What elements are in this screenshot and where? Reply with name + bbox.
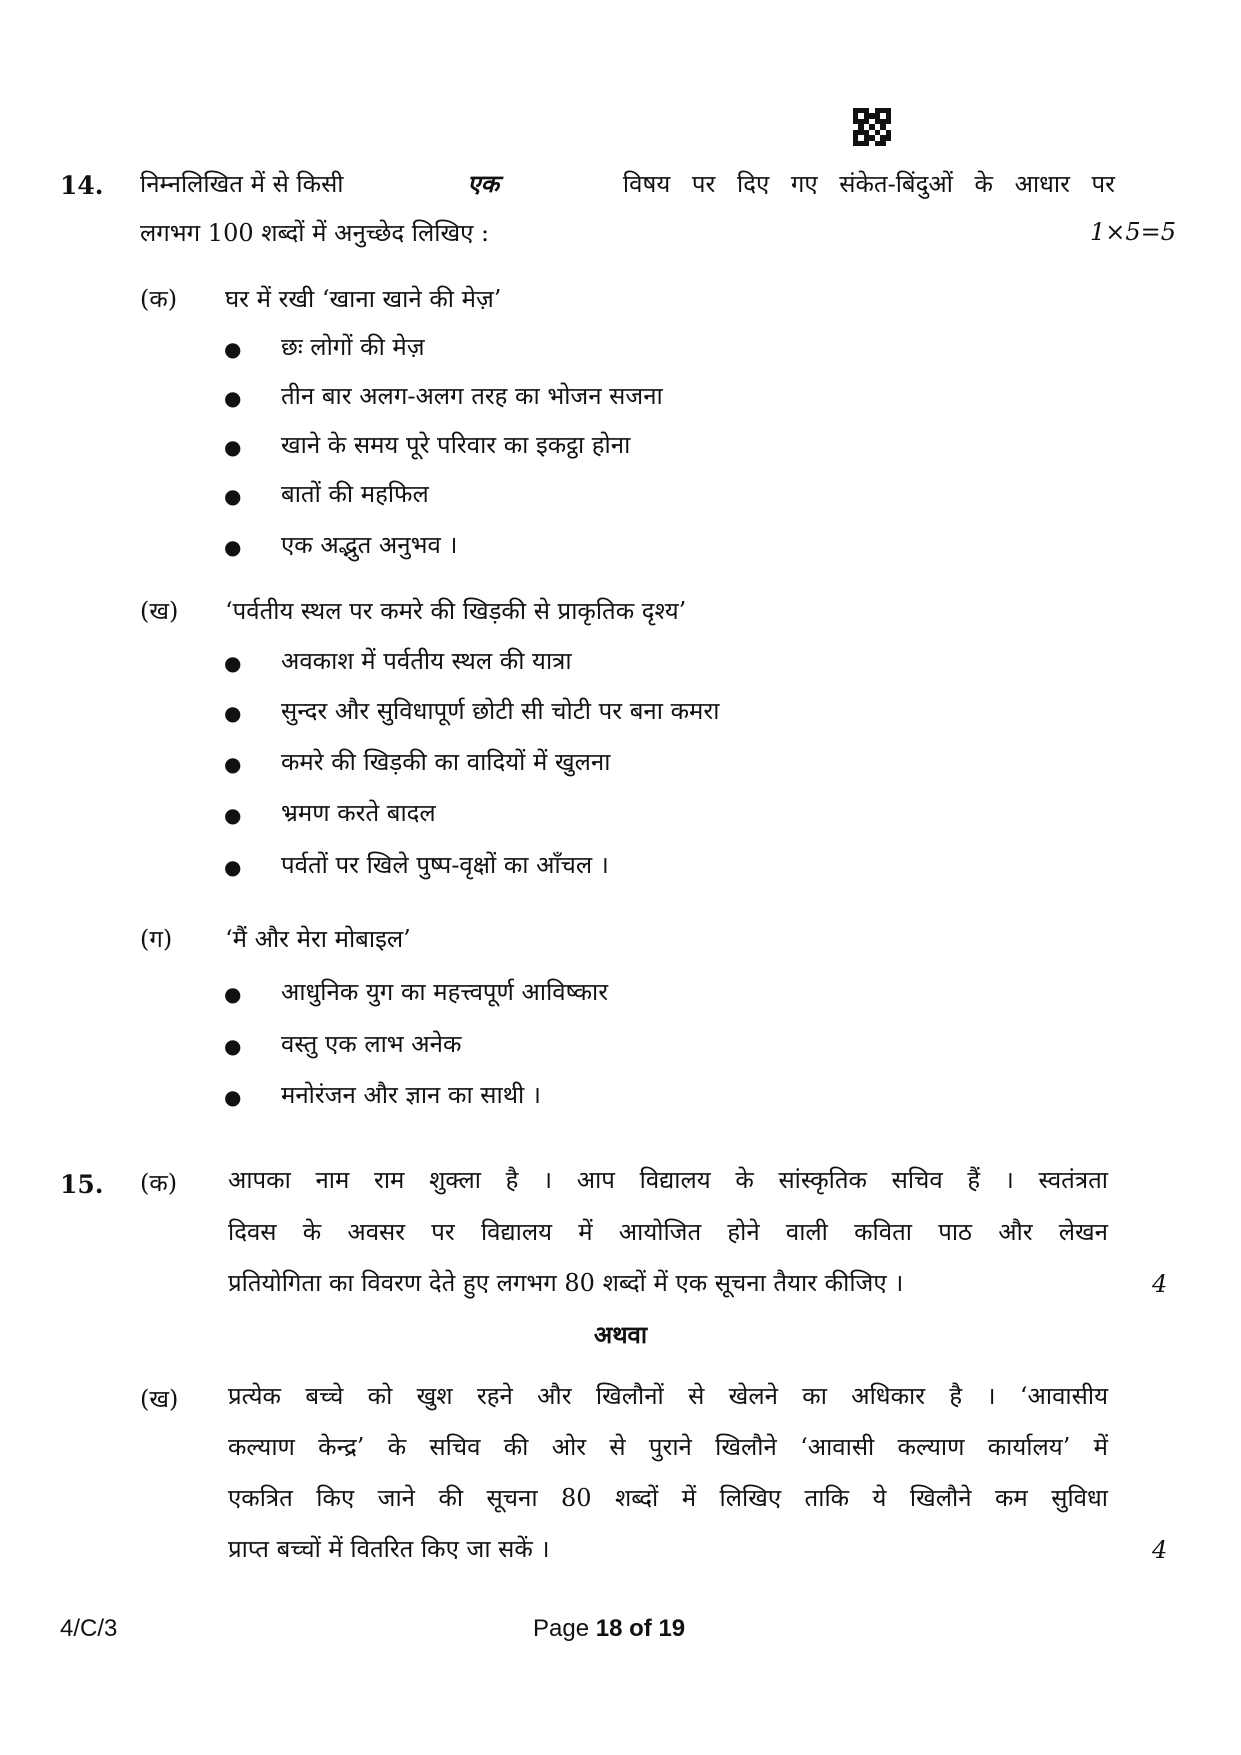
bullet-icon: ● [224, 651, 242, 675]
list-item: मनोरंजन और ज्ञान का साथी । [281, 1081, 541, 1109]
q14-text-2: विषय पर दिए गए संकेत-बिंदुओं के आधार पर [622, 170, 1115, 198]
list-item: आधुनिक युग का महत्त्वपूर्ण आविष्कार [281, 978, 609, 1006]
list-item: भ्रमण करते बादल [281, 799, 436, 827]
page-prefix: Page [533, 1615, 590, 1642]
list-item: सुन्दर और सुविधापूर्ण छोटी सी चोटी पर बना कमरा [281, 697, 720, 725]
list-item: तीन बार अलग-अलग तरह का भोजन सजना [281, 382, 663, 410]
q15-a-line-1: आपका नाम राम शुक्ला है । आप विद्यालय के सांस्कृतिक सचिव हैं । स्वतंत्रता [228, 1166, 1108, 1194]
question-14-number: 14. [60, 171, 104, 200]
bullet-icon: ● [224, 386, 242, 410]
q15-b-line-2: कल्याण केन्द्र’ के सचिव की ओर से पुराने खिलौने ‘आवासी कल्याण कार्यालय’ में [228, 1433, 1108, 1461]
q15-b-line-1: प्रत्येक बच्चे को खुश रहने और खिलौनों से खेलने का अधिकार है । ‘आवासीय [228, 1382, 1108, 1410]
option-ga-label: (ग) [140, 925, 173, 953]
list-item: कमरे की खिड़की का वादियों में खुलना [281, 748, 611, 776]
q15-b-line-3: एकत्रित किए जाने की सूचना 80 शब्दों में लिखिए ताकि ये खिलौने कम सुविधा [228, 1484, 1108, 1512]
or-divider: अथवा [593, 1320, 648, 1349]
bullet-icon: ● [224, 701, 242, 725]
q15-b-marks: 4 [1152, 1536, 1168, 1564]
q14-text-1: निम्नलिखित में से किसी [140, 170, 344, 198]
q15-b-line-4: प्राप्त बच्चों में वितरित किए जा सकें । [228, 1535, 550, 1563]
page-total: 19 [658, 1615, 686, 1642]
question-14-marks: 1×5=5 [1090, 218, 1177, 246]
option-ga-title: ‘मैं और मेरा मोबाइल’ [225, 925, 411, 953]
bullet-icon: ● [224, 337, 242, 361]
option-kha-label: (ख) [140, 1385, 179, 1413]
qr-code-icon [853, 108, 891, 146]
bullet-icon: ● [224, 982, 242, 1006]
list-item: बातों की महफिल [281, 480, 429, 508]
bullet-icon: ● [224, 484, 242, 508]
q15-a-line-2: दिवस के अवसर पर विद्यालय में आयोजित होने वाली कविता पाठ और लेखन [228, 1218, 1108, 1246]
list-item: पर्वतों पर खिले पुष्प-वृक्षों का आँचल । [281, 851, 609, 879]
option-kha-title: ‘पर्वतीय स्थल पर कमरे की खिड़की से प्राकृतिक दृश्य’ [225, 597, 687, 625]
bullet-icon: ● [224, 752, 242, 776]
page-current: 18 [595, 1615, 623, 1642]
bullet-icon: ● [224, 855, 242, 879]
question-14-line-2: लगभग 100 शब्दों में अनुच्छेद लिखिए : [140, 219, 490, 247]
bullet-icon: ● [224, 1085, 242, 1109]
question-15-number: 15. [60, 1170, 104, 1199]
paper-code: 4/C/3 [60, 1615, 118, 1642]
list-item: छः लोगों की मेज़ [281, 333, 425, 361]
q15-a-marks: 4 [1152, 1270, 1168, 1298]
option-ka-label: (क) [140, 285, 178, 313]
list-item: एक अद्भुत अनुभव । [281, 531, 458, 559]
bullet-icon: ● [224, 535, 242, 559]
q14-emphasis: एक [467, 169, 500, 198]
bullet-icon: ● [224, 803, 242, 827]
list-item: अवकाश में पर्वतीय स्थल की यात्रा [281, 647, 572, 675]
option-kha-label: (ख) [140, 597, 179, 625]
list-item: वस्तु एक लाभ अनेक [281, 1030, 462, 1058]
page-number [533, 1615, 685, 1643]
bullet-icon: ● [224, 435, 242, 459]
list-item: खाने के समय पूरे परिवार का इकट्ठा होना [281, 431, 631, 459]
page-of: of [629, 1615, 652, 1642]
option-ka-label: (क) [140, 1169, 178, 1197]
option-ka-title: घर में रखी ‘खाना खाने की मेज़’ [225, 285, 502, 313]
question-14-line-1 [140, 169, 1115, 199]
bullet-icon: ● [224, 1034, 242, 1058]
q15-a-line-3: प्रतियोगिता का विवरण देते हुए लगभग 80 शब्दों में एक सूचना तैयार कीजिए । [228, 1269, 904, 1297]
